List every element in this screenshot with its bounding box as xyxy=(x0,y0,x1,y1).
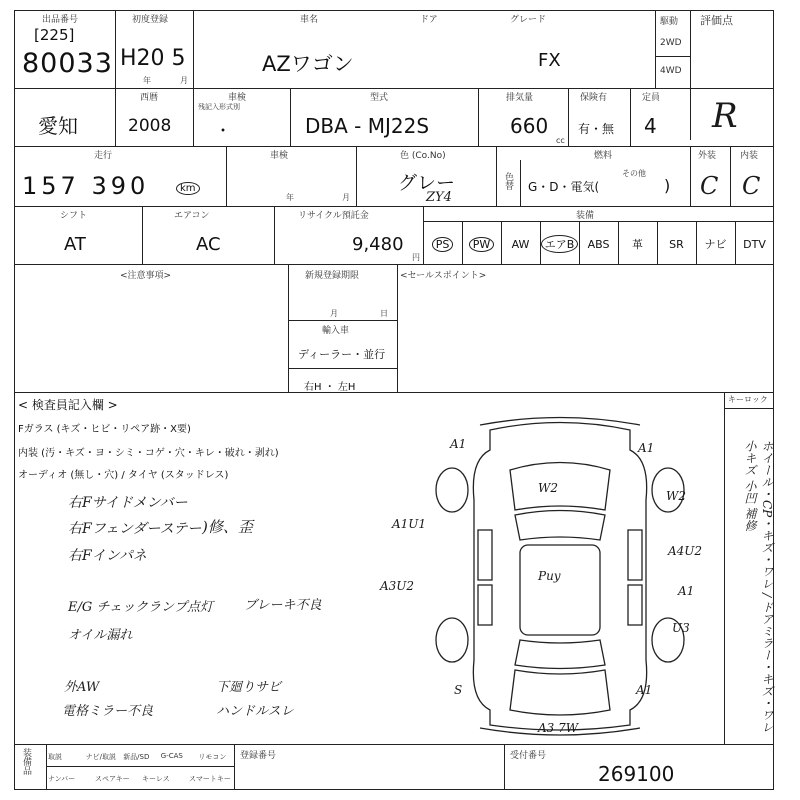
car-label: 車名 xyxy=(300,15,319,25)
interior-grade: C xyxy=(742,172,761,200)
fuel-close: ) xyxy=(664,176,671,195)
yen-unit: 円 xyxy=(412,253,420,262)
year-ad-label: 西暦 xyxy=(140,93,159,103)
inspection-date-label: 車検 xyxy=(270,151,289,161)
receipt-number: 269100 xyxy=(598,762,675,786)
mark-front-right: A1 xyxy=(638,441,655,455)
equipment-label-text: ナビ xyxy=(704,238,727,251)
model: DBA - MJ22S xyxy=(305,114,430,138)
grade: FX xyxy=(538,50,561,71)
equipment-label-text: PW xyxy=(469,237,495,252)
region: 愛知 xyxy=(38,114,78,138)
equipment-label-text: DTV xyxy=(743,237,766,251)
equipment-item xyxy=(579,231,618,257)
mark-hood: W2 xyxy=(538,481,558,495)
inspection-sub: 残記入形式別 xyxy=(198,103,240,111)
equipment-item xyxy=(501,231,540,257)
inspection-value: ・ xyxy=(215,121,232,140)
footer-item: G-CAS xyxy=(160,752,183,760)
footer-item: ナンバー xyxy=(48,775,76,783)
mark-rear-right: A1 xyxy=(636,683,653,697)
equipment-item xyxy=(657,231,696,257)
fuel-other: その他 xyxy=(622,169,646,178)
exterior-grade: C xyxy=(700,172,719,200)
equipment-label-text: SR xyxy=(669,237,684,251)
hand-note-10: 下廻りサビ xyxy=(216,680,282,695)
mark-left-rear-door: A3U2 xyxy=(380,579,415,593)
lot-number: 80033 xyxy=(22,48,113,79)
footer-item: ナビ/取説 xyxy=(85,753,116,761)
inspector-line-2: 内装 (汚・キズ・ヨ・シミ・コゲ・穴・キレ・破れ・剥れ) xyxy=(18,448,279,459)
mark-rear-bumper: A3 7W xyxy=(538,721,579,735)
owner-label: 新規登録期限 xyxy=(305,271,360,281)
interior-label: 内装 xyxy=(740,151,759,161)
caution-label: <注意事項> xyxy=(120,271,172,281)
equipment-label-text: PS xyxy=(432,237,454,252)
hand-note-11: ハンドルスレ xyxy=(216,704,294,719)
car-diagram xyxy=(380,410,703,740)
recycle-label: 保険有 xyxy=(580,93,608,103)
year-label: 初度登録 xyxy=(132,15,169,25)
km-unit: km xyxy=(176,182,200,195)
hand-note-2: 右Fフェンダーステー xyxy=(68,521,202,537)
inspection-label: 車検 xyxy=(228,93,247,103)
equipment-item xyxy=(423,231,462,257)
steering: 右H ・ 左H xyxy=(304,382,356,393)
mark-front-left: A1 xyxy=(450,437,467,451)
color: グレー xyxy=(398,172,456,194)
color-label: 色 (Co.No) xyxy=(400,151,446,161)
exterior-label: 外装 xyxy=(698,151,717,161)
equipment-item xyxy=(540,231,579,257)
fuel-options: G・D・電気( xyxy=(528,180,600,194)
points-label: <セールスポイント> xyxy=(400,271,487,281)
drive-2wd: 2WD xyxy=(660,38,682,48)
recycle-value: 有・無 xyxy=(578,122,615,136)
hand-note-3: 右Fインパネ xyxy=(68,548,147,564)
footer-item: 新品/SD xyxy=(123,753,150,761)
recycle-fee-label: リサイクル預託金 xyxy=(298,211,369,221)
footer-item: スマートキー xyxy=(189,775,231,783)
hand-note-1: 右Fサイドメンバー xyxy=(68,495,188,511)
mark-left-door: A1U1 xyxy=(392,517,427,531)
ac-label: エアコン xyxy=(174,211,210,221)
equipment-item xyxy=(618,231,657,257)
register-label: 登録番号 xyxy=(240,751,277,761)
mileage-label: 走行 xyxy=(94,151,113,161)
equipment-item xyxy=(735,231,774,257)
keylock-label: キーロック xyxy=(728,395,768,404)
fuel-label: 燃料 xyxy=(594,151,613,161)
shift: AT xyxy=(64,234,86,255)
hand-note-7: オイル漏れ xyxy=(68,628,133,643)
equipment-item xyxy=(462,231,501,257)
lot-label: 出品番号 xyxy=(42,15,79,25)
owner-month: 月 xyxy=(330,309,338,318)
recycle-fee: 9,480 xyxy=(352,234,404,255)
drive-4wd: 4WD xyxy=(660,66,682,76)
cc-unit: cc xyxy=(556,136,565,145)
color-code: ZY4 xyxy=(426,190,452,205)
grade-label: グレード xyxy=(510,15,547,25)
lot-bracket: [225] xyxy=(34,26,75,44)
year-value: H20 5 xyxy=(120,46,186,71)
footer-item: キーレス xyxy=(142,775,170,783)
door-label: ドア xyxy=(420,15,438,25)
model-label: 型式 xyxy=(370,93,389,103)
shift-label: シフト xyxy=(60,211,88,221)
owner-day: 日 xyxy=(380,309,388,318)
dealer: ディーラー・並行 xyxy=(298,348,386,361)
hand-note-8: 外AW xyxy=(64,680,100,695)
equipment-label-text: ABS xyxy=(587,237,610,251)
displacement: 660 xyxy=(510,114,549,138)
mark-right-door: A4U2 xyxy=(668,544,703,558)
seats: 4 xyxy=(644,114,657,138)
equipment-label-text: エアB xyxy=(541,235,579,253)
score-label: 評価点 xyxy=(700,14,733,27)
equipment-item xyxy=(696,231,735,257)
inspector-title: < 検査員記入欄 > xyxy=(18,398,118,412)
mark-rear-left: S xyxy=(454,683,463,697)
hand-note-6: ブレーキ不良 xyxy=(244,598,322,613)
equipment-label-text: 革 xyxy=(632,238,643,251)
color-change-label: 色替 xyxy=(503,172,513,190)
footer-item: 取説 xyxy=(48,753,62,761)
year-ad: 2008 xyxy=(128,116,172,136)
hand-note-9: 電格ミラー不良 xyxy=(62,704,154,719)
mark-right-quarter: U3 xyxy=(672,621,690,635)
receipt-label: 受付番号 xyxy=(510,751,547,761)
ac: AC xyxy=(196,234,221,255)
equipment-label: 装備 xyxy=(576,211,595,221)
inspector-line-1: Fガラス (キズ・ヒビ・リペア跡・X要) xyxy=(18,424,191,435)
drive-label: 駆動 xyxy=(660,17,679,27)
mark-right-rear: A1 xyxy=(678,584,695,598)
displacement-label: 排気量 xyxy=(506,93,534,103)
auction-sheet: 出品番号 [225] 80033 初度登録 H20 5 年 月 車名 ドア グレード AZワゴン FX 駆動 2WD 4WD 評価点 R 愛知 西暦 2008 車検 残記入形式別 ・ 型式 DBA - MJ22S 排気量 660 cc 保険有 有・無 定員 4 走行 157 390 km 車検 年 月 色 (Co.No) グレー ZY4 色替 燃料 G・D・電気( その他 ) 外装 内装 C C シフト AT エアコン AC リサイクル預託金 9,480 円 装備 PS PW AW エアB ABS 革 SR ナビ DTV <注意事項> <セールスポイント> 新規登録期限 月 日 輸入車 ディーラー・並行 右H ・ 左H キーロック ホイール・CP・キズ・ワレ / ドアミラー・キズ・ワレ 小キズ 小凹 補修 < 検査員記入欄 > Fガラス (キズ・ヒビ・リペア跡・X要) 内装 (汚・キズ・ヨ・シミ・コゲ・穴・キレ・破れ・剥れ) オーディオ (無し・穴) / タイヤ (スタッドレス) 右Fサイドメンバー 右Fフェンダーステー 右Fインパネ )修、歪 E/G チェックランプ点灯 ブレーキ不良 オイル漏れ 外AW 電格ミラー不良 下廻りサビ ハンドルスレ A1 A1 W2 W2 A1U1 A4U2 A3U2 A1 U3 Puy S A1 A3 7W 装備品 取説 ナビ/取説 新品/SD G-CAS リモコン ナンバー スペアキー キーレス スマートキー 登録番号 受付番号 269100 xyxy=(0,0,800,800)
year-suffix: 年 xyxy=(286,193,294,202)
mark-roof: Puy xyxy=(538,569,561,583)
side-panel-text: ホイール・CP・キズ・ワレ / ドアミラー・キズ・ワレ 小キズ 小凹 補修 xyxy=(743,440,774,733)
hand-note-5: E/G チェックランプ点灯 xyxy=(68,600,213,615)
footer-equipment-label: 装備品 xyxy=(21,748,31,775)
score-value: R xyxy=(712,96,738,136)
footer-item: リモコン xyxy=(198,753,227,761)
import-label: 輸入車 xyxy=(322,326,350,336)
seats-label: 定員 xyxy=(642,93,661,103)
inspector-line-3: オーディオ (無し・穴) / タイヤ (スタッドレス) xyxy=(18,470,229,481)
hand-note-4: )修、歪 xyxy=(202,518,253,536)
mileage: 157 390 xyxy=(22,172,150,200)
equipment-label-text: AW xyxy=(511,237,530,251)
mark-right-fender: W2 xyxy=(666,489,686,503)
month-suffix: 月 xyxy=(342,193,350,202)
footer-item: スペアキー xyxy=(95,775,130,783)
car-name: AZワゴン xyxy=(262,52,354,76)
